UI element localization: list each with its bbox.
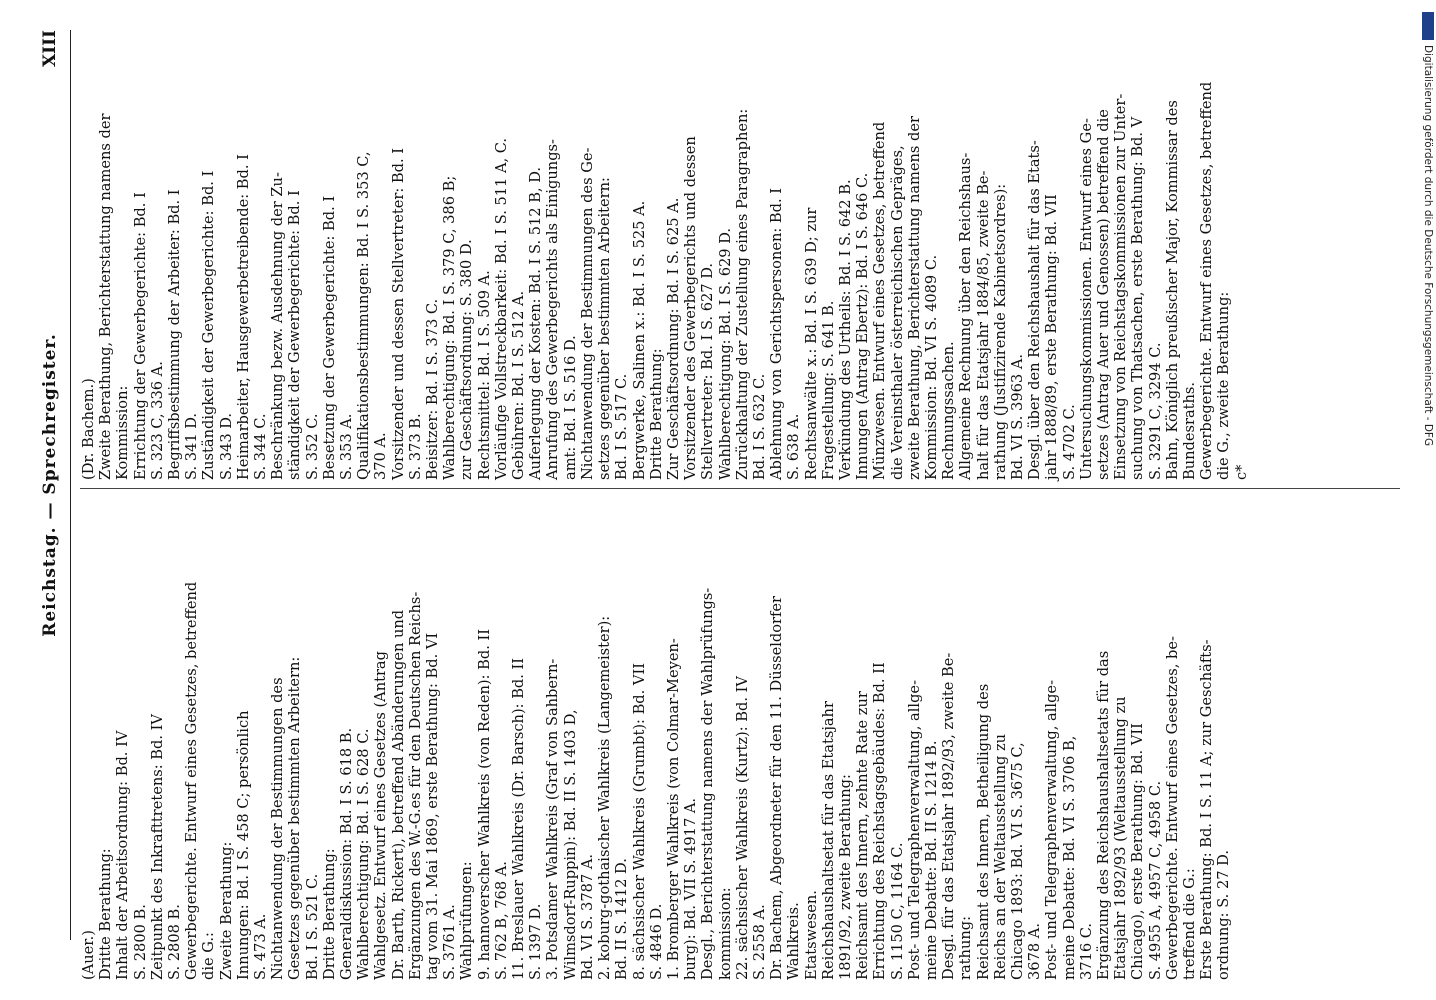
index-line: Dr. Barth, Rickert), betreffend Abänderungen und bbox=[389, 609, 407, 980]
index-line: 3. Potsdamer Wahlkreis (Graf von Sahbern- bbox=[544, 658, 562, 980]
index-line: Errichtung der Gewerbegerichte: Bd. I bbox=[131, 192, 149, 480]
index-line: Dritte Berathung: bbox=[97, 848, 115, 980]
index-line: Bundesraths. bbox=[1181, 381, 1198, 480]
index-line: Kommission: Bd. VI S. 4089 C. bbox=[922, 254, 940, 480]
index-line: Fragestellung: S. 641 B. bbox=[819, 300, 837, 480]
dfg-logo bbox=[1422, 12, 1434, 40]
index-line: 3678 A. bbox=[1026, 923, 1044, 980]
index-line: Chicago 1893: Bd. VI S. 3675 C, bbox=[1008, 742, 1026, 980]
index-line: Gewerbegerichte. Entwurf eines Gesetzes, betreffend bbox=[183, 581, 201, 980]
index-line: Münzwesen. Entwurf eines Gesetzes, betreffend bbox=[871, 121, 889, 480]
index-line: S. 4702 C. bbox=[1060, 404, 1078, 480]
index-line: zur Geschäftsordnung: S. 380 D. bbox=[458, 239, 476, 480]
index-line: Zeitpunkt des Inkrafttretens: Bd. IV bbox=[148, 714, 166, 980]
index-line: Gesetzes gegenüber bestimmten Arbeitern: bbox=[286, 656, 304, 980]
index-line: Erste Berathung: Bd. I S. 11 A; zur Geschäfts- bbox=[1198, 639, 1216, 980]
index-line: Auferlegung der Kosten: Bd. I S. 512 B, D. bbox=[527, 166, 545, 480]
index-line: Wahlberechtigung: Bd. I S. 629 D. bbox=[716, 227, 734, 480]
index-line: S. 762 B, 768 A. bbox=[492, 861, 510, 980]
index-line: Wahlprüfungen: bbox=[458, 861, 476, 980]
index-line: c* bbox=[1232, 464, 1250, 480]
index-line: Begriffsbestimmung der Arbeiter: Bd. I bbox=[166, 189, 184, 480]
index-line: Bd. I S. 521 C. bbox=[303, 873, 321, 980]
index-line: Verkündung des Urtheils: Bd. I S. 642 B. bbox=[836, 179, 854, 480]
index-line: halt für das Etatsjahr 1884/85, zweite Be- bbox=[974, 170, 992, 480]
index-line: Beisitzer: Bd. I S. 373 C. bbox=[424, 298, 442, 480]
index-line: Ergänzung des Reichshaushaltsetats für das bbox=[1094, 650, 1112, 980]
index-line: Untersuchungskommissionen. Entwurf eines Ge- bbox=[1077, 118, 1095, 480]
index-line: ständigkeit der Gewerbegerichte: Bd. I bbox=[286, 190, 304, 480]
index-line: Dr. Bachem, Abgeordneter für den 11. Düsseldorfer bbox=[768, 596, 786, 980]
index-line: S. 2558 A. bbox=[750, 904, 768, 980]
index-line: Vorsitzender des Gewerbegerichts und dessen bbox=[682, 136, 700, 480]
index-line: 1. Bromberger Wahlkreis (von Colmar-Meyen- bbox=[664, 638, 682, 980]
index-line: Rechtsanwälte x.: Bd. I S. 639 D; zur bbox=[802, 207, 820, 480]
index-line: Vorläufige Vollstreckbarkeit: Bd. I S. 511 A, C. bbox=[492, 137, 510, 480]
index-line: S. 1150 C, 1164 C. bbox=[888, 842, 906, 980]
index-line: Rechnungssachen. bbox=[940, 341, 958, 480]
index-line: Zur Geschäftsordnung: Bd. I S. 625 A. bbox=[664, 197, 682, 480]
index-line: Desgl., Berichterstattung namens der Wahlprüfungs- bbox=[699, 587, 717, 980]
digitization-note: Digitalisierung gefördert durch die Deutsche Forschungsgemeinschaft - DFG bbox=[1422, 45, 1434, 447]
index-line: burg): Bd. VII S. 4917 A. bbox=[682, 797, 700, 980]
index-line: setzes gegenüber bestimmten Arbeitern: bbox=[596, 177, 614, 480]
index-line: Bahn, Königlich preußischer Major, Kommissar des bbox=[1163, 100, 1181, 480]
index-line: Qualifikationsbestimmungen: Bd. I S. 353 C, bbox=[355, 151, 373, 480]
index-line: Bd. I S. 517 C. bbox=[613, 373, 631, 480]
index-line: Wilmsdorf-Ruppin): Bd. II S. 1403 D, bbox=[561, 709, 579, 980]
index-line: Desgl. für das Etatsjahr 1892/93, zweite Be- bbox=[940, 652, 958, 980]
index-line: 11. Breslauer Wahlkreis (Dr. Barsch): Bd. II bbox=[510, 657, 528, 980]
index-line: rathung: bbox=[957, 916, 975, 980]
index-line: Ablehnung von Gerichtspersonen: Bd. I bbox=[768, 187, 786, 480]
header-rule bbox=[70, 30, 71, 940]
index-line: (Dr. Bachem.) bbox=[80, 378, 97, 480]
index-line: Post- und Telegraphenverwaltung, allge- bbox=[905, 680, 923, 980]
index-line: S. 473 A. bbox=[252, 913, 270, 980]
index-line: Reichshaushaltsetat für das Etatsjahr bbox=[819, 701, 837, 980]
index-line: 2. koburg-gothaischer Wahlkreis (Langemeister): bbox=[596, 615, 614, 980]
index-line: Dritte Berathung: bbox=[647, 348, 665, 480]
column-divider bbox=[80, 488, 1400, 489]
index-line: die G., zweite Berathung: bbox=[1215, 291, 1233, 480]
index-line: Inhalt der Arbeitsordnung: Bd. IV bbox=[114, 730, 132, 980]
index-line: Gewerbegerichte. Entwurf eines Gesetzes, be- bbox=[1163, 636, 1181, 980]
index-line: Kommission: bbox=[114, 385, 132, 480]
index-line: Gebühren: Bd. I S. 512 A. bbox=[510, 290, 528, 480]
index-line: amt: Bd. I S. 516 D. bbox=[561, 335, 579, 480]
index-line: jahr 1888/89, erste Berathung: Bd. VII bbox=[1043, 194, 1061, 480]
index-line: Bd. VI S. 3963 A. bbox=[1008, 354, 1026, 480]
index-line: ordnung: S. 27 D. bbox=[1215, 850, 1233, 980]
index-line: S. 3761 A. bbox=[441, 904, 459, 980]
index-line: S. 3291 C, 3294 C. bbox=[1146, 342, 1164, 480]
page-number: XIII bbox=[40, 30, 60, 68]
index-line: S. 373 B. bbox=[406, 413, 424, 480]
index-line: suchung von Thatsachen, erste Berathung: Bd. V bbox=[1129, 116, 1147, 480]
index-line: Anrufung des Gewerbegerichts als Einigungs- bbox=[544, 139, 562, 480]
index-line: kommission: bbox=[716, 887, 734, 980]
index-line: 1891/92, zweite Berathung: bbox=[836, 774, 854, 980]
index-line: rathung (Justifizirende Kabinetsordres): bbox=[991, 183, 1009, 480]
index-line: tag vom 31. Mai 1869, erste Berathung: Bd. VI bbox=[424, 632, 442, 980]
index-line: Post- und Telegraphenverwaltung, allge- bbox=[1043, 680, 1061, 980]
index-line: die G.: bbox=[200, 932, 218, 980]
index-line: Nichtanwendung der Bestimmungen des Ge- bbox=[578, 147, 596, 480]
index-line: Desgl. über den Reichshaushalt für das Etats- bbox=[1026, 140, 1044, 480]
index-line: (Auer.) bbox=[80, 930, 97, 980]
index-line: Reichsamt des Innern, Betheiligung des bbox=[974, 683, 992, 980]
index-line: Innungen (Antrag Ebertz): Bd. I S. 646 C. bbox=[854, 172, 872, 480]
index-line: Bd. I S. 632 C. bbox=[750, 373, 768, 480]
index-line: S. 2808 B. bbox=[166, 904, 184, 980]
index-line: die Vereinsthaler österreichischen Gepräges, bbox=[888, 145, 906, 480]
index-line: Gewerbegerichte. Entwurf eines Gesetzes, betreffend bbox=[1198, 81, 1216, 480]
index-line: Bd. VI S. 3787 A. bbox=[578, 854, 596, 980]
index-line: 370 A. bbox=[372, 432, 390, 480]
index-line: Zweite Berathung: bbox=[217, 841, 235, 980]
index-line: Generaldiskussion: Bd. I S. 618 B. bbox=[338, 727, 356, 980]
index-line: S. 1397 D. bbox=[527, 903, 545, 980]
index-line: S. 4955 A, 4957 C, 4958 C. bbox=[1146, 780, 1164, 980]
index-line: Rechtsmittel: Bd. I S. 509 A. bbox=[475, 270, 493, 480]
index-line: setzes (Antrag Auer und Genossen) betreffend die bbox=[1094, 109, 1112, 480]
index-line: S. 353 A. bbox=[338, 413, 356, 480]
index-line: S. 344 C. bbox=[252, 413, 270, 480]
index-line: meine Debatte: Bd. VI S. 3706 B, bbox=[1060, 735, 1078, 980]
index-line: Vorsitzender und dessen Stellvertreter: Bd. I bbox=[389, 147, 407, 480]
right-column bbox=[80, 20, 1250, 480]
index-line: Wahlberechtigung: Bd. I S. 379 C, 386 B; bbox=[441, 175, 459, 480]
index-line: Zuständigkeit der Gewerbegerichte: Bd. I bbox=[200, 170, 218, 480]
running-title: Reichstag. — Sprechregister. bbox=[40, 333, 60, 637]
index-line: treffend die G.: bbox=[1181, 868, 1198, 980]
index-line: Allgemeine Rechnung über den Reichshaus- bbox=[957, 152, 975, 480]
index-line: Reichsamt des Innern, zehnte Rate zur bbox=[854, 691, 872, 980]
index-line: Wahlberechtigung: Bd. I S. 628 C. bbox=[355, 728, 373, 980]
index-line: Etatswesen. bbox=[802, 890, 820, 980]
index-line: S. 638 A. bbox=[785, 413, 803, 480]
index-line: S. 343 D. bbox=[217, 412, 235, 480]
index-line: 22. sächsischer Wahlkreis (Kurtz): Bd. IV bbox=[733, 676, 751, 980]
index-line: S. 341 D. bbox=[183, 412, 201, 480]
index-line: zweite Berathung, Berichterstattung namens der bbox=[905, 115, 923, 480]
index-line: Einsetzung von Reichstagskommissionen zur Unter- bbox=[1112, 93, 1130, 480]
index-line: Chicago), erste Berathung: Bd. VII bbox=[1129, 723, 1147, 980]
index-line: Heimarbeiter, Hausgewerbetreibende: Bd. I bbox=[234, 154, 252, 480]
left-column bbox=[80, 495, 1233, 980]
index-line: S. 4846 D. bbox=[647, 903, 665, 980]
index-line: Bd. II S. 1412 D. bbox=[613, 858, 631, 980]
index-line: S. 352 C. bbox=[303, 413, 321, 480]
index-line: Reichs an der Weltausstellung zu bbox=[991, 733, 1009, 980]
index-line: Beschränkung bezw. Ausdehnung der Zu- bbox=[269, 172, 287, 480]
index-line: Zurückhaltung der Zustellung eines Paragraphen: bbox=[733, 108, 751, 480]
index-line: Innungen: Bd. I S. 458 C; persönlich bbox=[234, 710, 252, 980]
index-line: 9. hannoverscher Wahlkreis (von Reden): Bd. II bbox=[475, 628, 493, 980]
page-header bbox=[40, 30, 70, 940]
index-line: Wahlkreis. bbox=[785, 902, 803, 980]
index-line: Wahlgesetz. Entwurf eines Gesetzes (Antrag bbox=[372, 651, 390, 980]
index-line: Dritte Berathung: bbox=[320, 848, 338, 980]
index-line: 3716 C. bbox=[1077, 922, 1095, 980]
index-line: Errichtung des Reichstagsgebäudes: Bd. II bbox=[871, 662, 889, 980]
index-line: Stellvertreter: Bd. I S. 627 D. bbox=[699, 262, 717, 480]
index-line: Zweite Berathung, Berichterstattung namens der bbox=[97, 113, 115, 480]
index-line: meine Debatte: Bd. II S. 1214 B. bbox=[922, 740, 940, 980]
index-line: S. 2800 B. bbox=[131, 904, 149, 980]
index-line: Besetzung der Gewerbegerichte: Bd. I bbox=[320, 195, 338, 480]
index-line: S. 323 C, 336 A. bbox=[148, 361, 166, 480]
index-line: Etatsjahr 1892/93 (Weltausstellung zu bbox=[1112, 696, 1130, 980]
index-line: Bergwerke, Salinen x.: Bd. I S. 525 A. bbox=[630, 200, 648, 480]
index-line: Nichtanwendung der Bestimmungen des bbox=[269, 677, 287, 980]
index-line: 8. sächsischer Wahlkreis (Grumbt): Bd. VII bbox=[630, 663, 648, 980]
index-line: Ergänzungen des W.-G.es für den Deutschen Reichs- bbox=[406, 591, 424, 980]
